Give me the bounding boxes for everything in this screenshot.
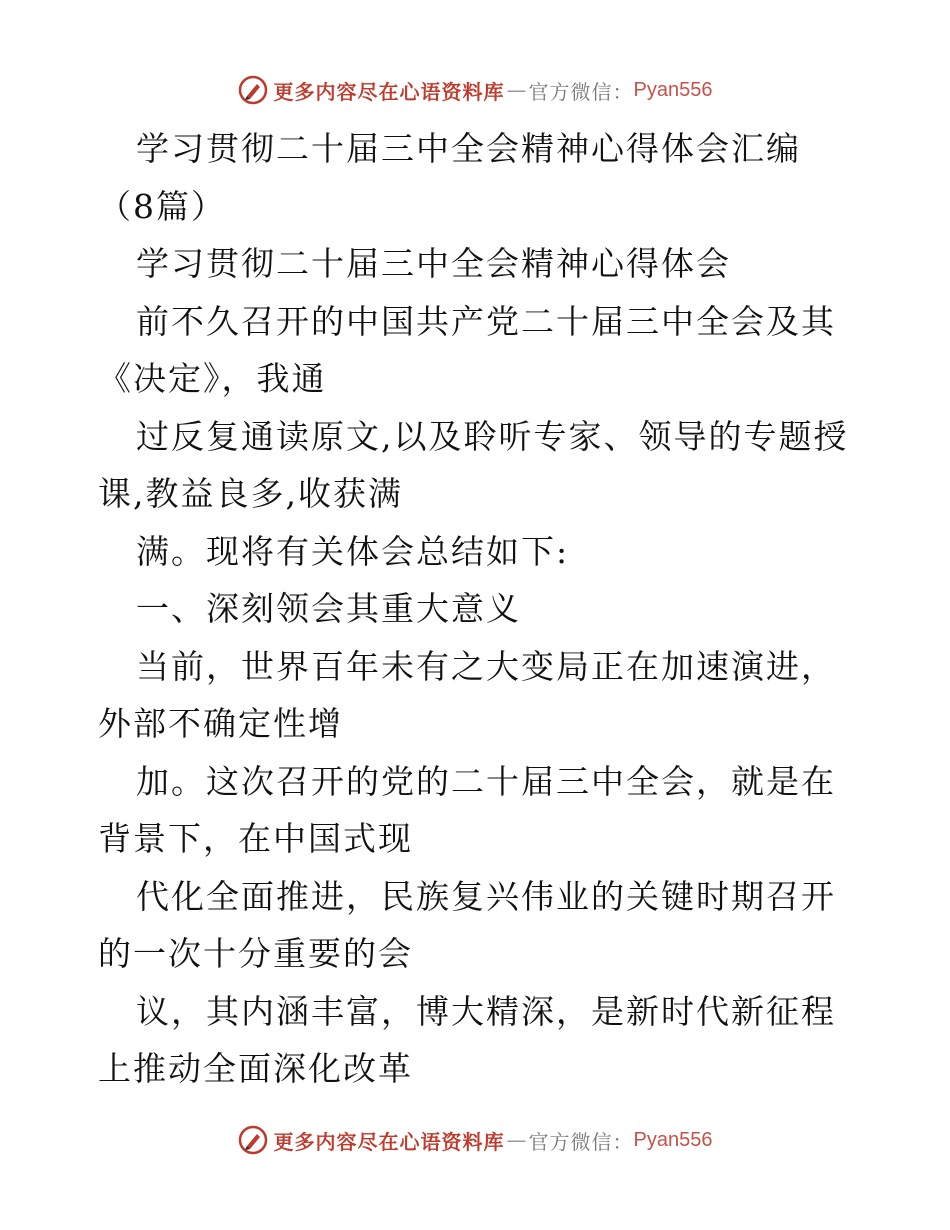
header-watermark [0,70,950,110]
watermark-separator: — [506,78,527,102]
document-title: 学习贯彻二十届三中全会精神心得体会汇编（8篇） [98,129,801,226]
watermark-wechat-label: 官方微信： [528,79,634,104]
pen-logo-icon [238,75,268,105]
section-heading: 一、深刻领会其重大意义 [136,589,521,628]
paragraph: 代化全面推进，民族复兴伟业的关键时期召开的一次十分重要的会 [98,876,836,973]
footer-watermark [0,1120,950,1160]
paragraph: 前不久召开的中国共产党二十届三中全会及其《决定》，我通 [98,301,836,398]
pen-logo-icon [238,1125,268,1155]
paragraph: 过反复通读原文,以及聆听专家、领导的专题授课,教益良多,收获满 [98,416,849,513]
watermark-brand: 更多内容尽在心语资料库 [273,79,505,104]
paragraph: 当前，世界百年未有之大变局正在加速演进，外部不确定性增 [98,646,836,743]
watermark-separator: — [506,1128,527,1152]
watermark-wechat-id: Pyan556 [633,1128,713,1151]
paragraph: 议，其内涵丰富，博大精深，是新时代新征程上推动全面深化改革 [98,991,836,1088]
document-subtitle: 学习贯彻二十届三中全会精神心得体会 [136,244,731,283]
document-body [98,120,858,1098]
paragraph: 满。现将有关体会总结如下: [136,531,570,571]
watermark-wechat-label: 官方微信： [528,1129,634,1154]
watermark-wechat-id: Pyan556 [633,78,713,101]
paragraph: 加。这次召开的党的二十届三中全会，就是在背景下，在中国式现 [98,761,836,858]
watermark-brand: 更多内容尽在心语资料库 [273,1129,505,1154]
